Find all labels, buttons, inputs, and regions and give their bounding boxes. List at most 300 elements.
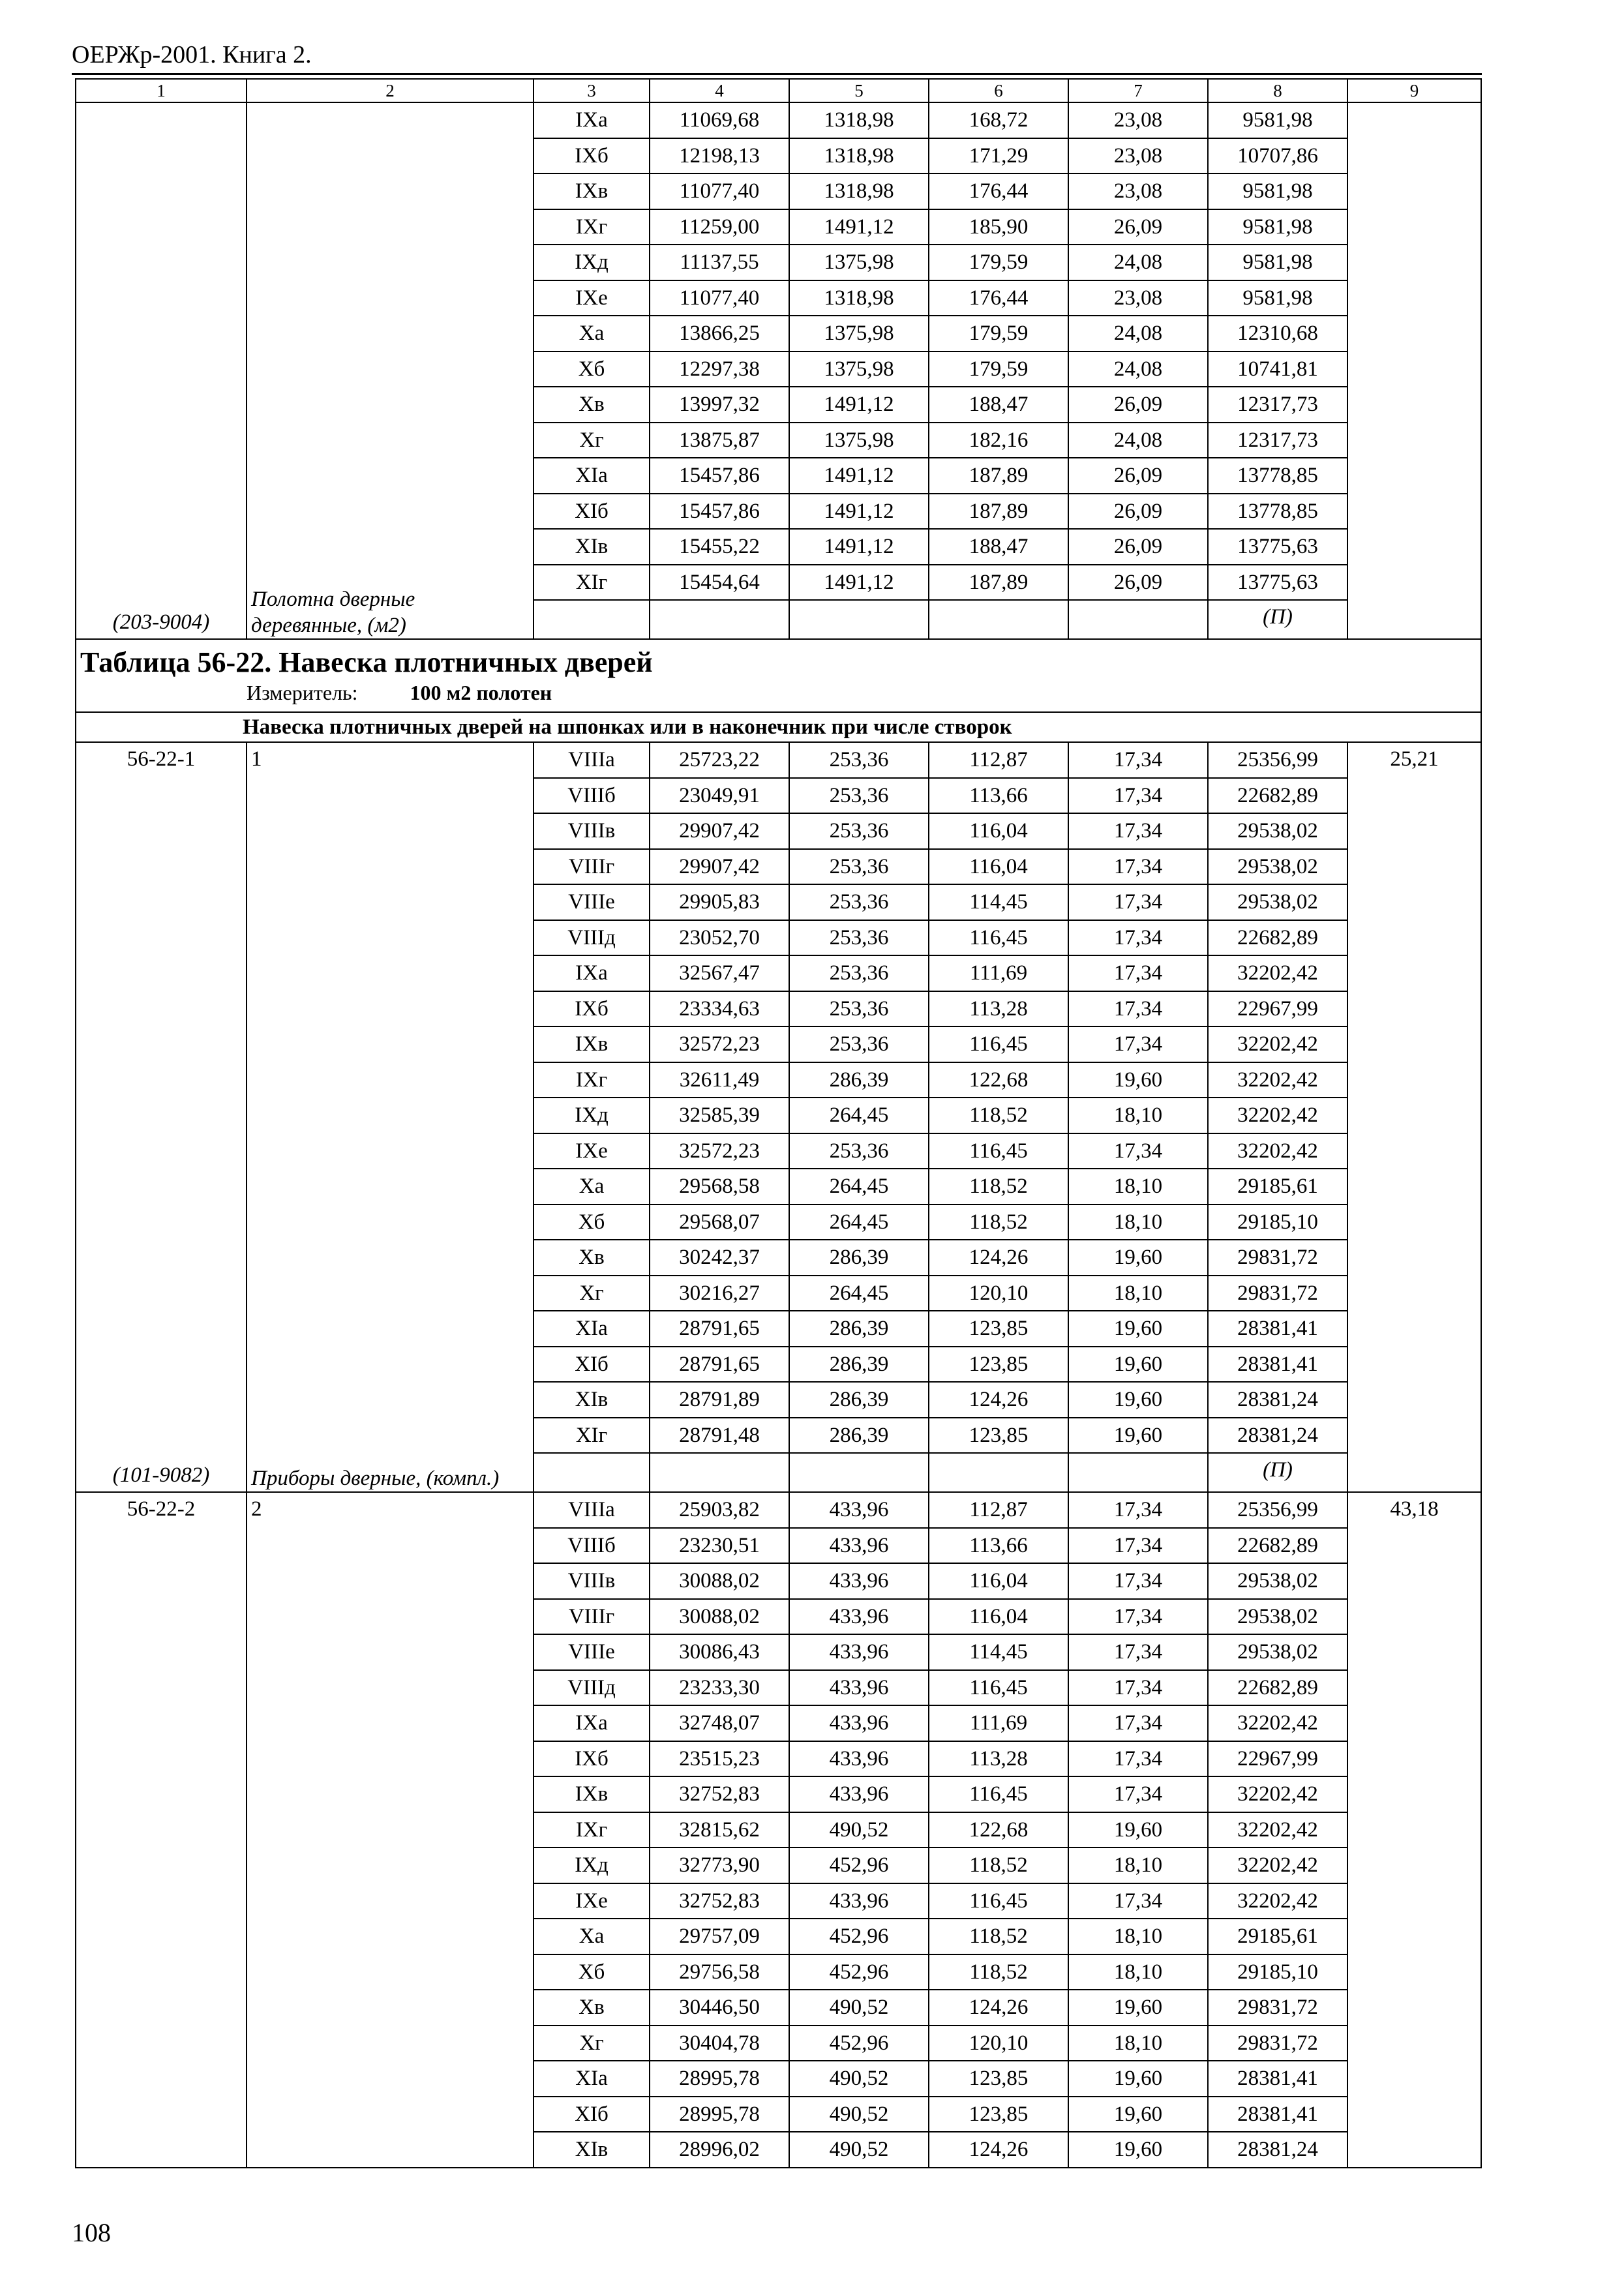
value-cell: 32202,42 (1208, 955, 1347, 991)
value-cell: Xа (534, 1169, 650, 1204)
value-cell: 11259,00 (650, 209, 789, 245)
value-cell: 12310,68 (1208, 316, 1347, 352)
value-cell: Xб (534, 1204, 650, 1240)
value-cell: 116,45 (929, 1133, 1068, 1169)
value-cell: IXе (534, 280, 650, 316)
value-cell: 253,36 (789, 920, 929, 956)
value-cell: Xа (534, 1919, 650, 1954)
empty-cell (650, 600, 789, 639)
value-cell: 30404,78 (650, 2026, 789, 2061)
empty-cell (789, 600, 929, 639)
value-cell: 22967,99 (1208, 1741, 1347, 1777)
value-cell: 433,96 (789, 1670, 929, 1706)
measure-value: 100 м2 полотен (410, 681, 552, 704)
value-cell: 17,34 (1068, 884, 1208, 920)
value-cell: 253,36 (789, 813, 929, 849)
value-cell: 32752,83 (650, 1776, 789, 1812)
value-cell: 1491,12 (789, 387, 929, 423)
value-cell: 29538,02 (1208, 1634, 1347, 1670)
value-cell: 25903,82 (650, 1492, 789, 1528)
value-cell: 171,29 (929, 138, 1068, 174)
value-cell: 32202,42 (1208, 1883, 1347, 1919)
value-cell: 12297,38 (650, 352, 789, 387)
value-cell: 25723,22 (650, 742, 789, 778)
value-cell: 433,96 (789, 1741, 929, 1777)
value-cell: 113,28 (929, 991, 1068, 1027)
column-number: 2 (247, 79, 534, 102)
value-cell: 23052,70 (650, 920, 789, 956)
value-cell: Xг (534, 1276, 650, 1311)
measure-label: Измеритель: (247, 681, 358, 704)
value-cell: 1375,98 (789, 352, 929, 387)
value-cell: 12317,73 (1208, 387, 1347, 423)
value-cell: 123,85 (929, 1347, 1068, 1383)
value-cell: 19,60 (1068, 2132, 1208, 2168)
value-cell: VIIIа (534, 1492, 650, 1528)
column-number: 3 (534, 79, 650, 102)
value-cell: XIа (534, 1311, 650, 1347)
value-cell: 118,52 (929, 1848, 1068, 1883)
value-cell: 26,09 (1068, 565, 1208, 601)
table-title-cell (76, 639, 1481, 712)
value-cell: 118,52 (929, 1098, 1068, 1133)
value-cell: 32815,62 (650, 1812, 789, 1848)
value-cell: 28381,24 (1208, 1418, 1347, 1454)
value-cell: 118,52 (929, 1954, 1068, 1990)
value-cell: 28381,41 (1208, 1347, 1347, 1383)
value-cell: IXе (534, 1133, 650, 1169)
value-cell: 13866,25 (650, 316, 789, 352)
value-cell: 116,45 (929, 920, 1068, 956)
empty-cell (929, 600, 1068, 639)
value-cell: 264,45 (789, 1204, 929, 1240)
table-title-row (76, 639, 1481, 712)
value-cell: 185,90 (929, 209, 1068, 245)
value-cell: 264,45 (789, 1276, 929, 1311)
value-cell: 28381,41 (1208, 2097, 1347, 2132)
price-table (75, 78, 1482, 2168)
value-cell: 182,16 (929, 423, 1068, 458)
value-cell: 116,04 (929, 849, 1068, 885)
value-cell: 29568,58 (650, 1169, 789, 1204)
subheading-row (76, 712, 1481, 742)
value-cell: 28381,41 (1208, 1311, 1347, 1347)
value-cell: 28791,89 (650, 1382, 789, 1418)
value-cell: 113,66 (929, 778, 1068, 814)
column-number: 9 (1347, 79, 1481, 102)
value-cell: IXг (534, 209, 650, 245)
value-cell: 24,08 (1068, 245, 1208, 280)
value-cell: IXг (534, 1062, 650, 1098)
value-cell: 11069,68 (650, 102, 789, 138)
value-cell: 114,45 (929, 884, 1068, 920)
value-cell: 253,36 (789, 778, 929, 814)
value-cell: IXб (534, 138, 650, 174)
value-cell: 1375,98 (789, 316, 929, 352)
value-cell: 286,39 (789, 1062, 929, 1098)
value-cell: 112,87 (929, 742, 1068, 778)
value-cell: 1491,12 (789, 209, 929, 245)
value-cell: 433,96 (789, 1563, 929, 1599)
value-cell: 17,34 (1068, 1883, 1208, 1919)
value-cell: 30446,50 (650, 1990, 789, 2026)
value-cell: 19,60 (1068, 1240, 1208, 1276)
value-cell: 17,34 (1068, 955, 1208, 991)
value-cell: 253,36 (789, 991, 929, 1027)
value-cell: VIIIв (534, 1563, 650, 1599)
value-cell: 22682,89 (1208, 778, 1347, 814)
value-cell: 122,68 (929, 1062, 1068, 1098)
value-cell: 15457,86 (650, 458, 789, 494)
value-cell: 23,08 (1068, 102, 1208, 138)
value-cell: 168,72 (929, 102, 1068, 138)
value-cell: 29538,02 (1208, 813, 1347, 849)
value-cell: 17,34 (1068, 991, 1208, 1027)
value-cell: 9581,98 (1208, 280, 1347, 316)
value-cell: 28791,65 (650, 1347, 789, 1383)
value-cell: IXв (534, 1026, 650, 1062)
value-cell: 1491,12 (789, 529, 929, 565)
material-code: (101-9082) (112, 1463, 210, 1487)
value-cell: 1491,12 (789, 494, 929, 530)
value-cell: 490,52 (789, 1990, 929, 2026)
value-cell: 111,69 (929, 955, 1068, 991)
value-cell: IXа (534, 102, 650, 138)
empty-cell (929, 1453, 1068, 1492)
value-cell: 11077,40 (650, 280, 789, 316)
value-cell: 10707,86 (1208, 138, 1347, 174)
value-cell: Xг (534, 2026, 650, 2061)
value-cell: 123,85 (929, 1418, 1068, 1454)
value-cell: 15454,64 (650, 565, 789, 601)
value-cell: 9581,98 (1208, 173, 1347, 209)
value-cell: 24,08 (1068, 352, 1208, 387)
value-cell: 179,59 (929, 316, 1068, 352)
value-cell: 17,34 (1068, 1741, 1208, 1777)
value-cell: 18,10 (1068, 1204, 1208, 1240)
value-cell: 264,45 (789, 1098, 929, 1133)
empty-cell (534, 600, 650, 639)
value-cell: 116,45 (929, 1776, 1068, 1812)
value-cell: 17,34 (1068, 1634, 1208, 1670)
value-cell: 13778,85 (1208, 458, 1347, 494)
value-cell: 19,60 (1068, 2097, 1208, 2132)
value-cell: 23,08 (1068, 173, 1208, 209)
value-cell: 17,34 (1068, 1670, 1208, 1706)
value-cell: 9581,98 (1208, 209, 1347, 245)
value-cell: 112,87 (929, 1492, 1068, 1528)
value-cell: 28995,78 (650, 2061, 789, 2097)
value-cell: 286,39 (789, 1240, 929, 1276)
value-cell: 26,09 (1068, 529, 1208, 565)
value-cell: 1318,98 (789, 173, 929, 209)
value-cell: 32752,83 (650, 1883, 789, 1919)
value-cell: 452,96 (789, 1848, 929, 1883)
value-cell: 286,39 (789, 1311, 929, 1347)
value-cell: VIIIд (534, 920, 650, 956)
value-cell: 26,09 (1068, 387, 1208, 423)
value-cell: 29538,02 (1208, 1563, 1347, 1599)
value-cell: 32202,42 (1208, 1026, 1347, 1062)
value-cell: 29538,02 (1208, 849, 1347, 885)
value-cell: 29185,61 (1208, 1919, 1347, 1954)
value-cell: 32202,42 (1208, 1776, 1347, 1812)
value-cell: 17,34 (1068, 1563, 1208, 1599)
value-cell: 22967,99 (1208, 991, 1347, 1027)
value-cell: 19,60 (1068, 1418, 1208, 1454)
value-cell: 264,45 (789, 1169, 929, 1204)
value-cell: 29831,72 (1208, 1240, 1347, 1276)
value-cell: 15455,22 (650, 529, 789, 565)
value-cell: 29907,42 (650, 849, 789, 885)
value-cell: 1318,98 (789, 280, 929, 316)
value-cell: IXд (534, 1848, 650, 1883)
subheading: Навеска плотничных дверей на шпонках или в наконечник при числе створок (76, 712, 1481, 742)
value-cell: 113,28 (929, 1741, 1068, 1777)
value-cell: 19,60 (1068, 1990, 1208, 2026)
value-cell: 22682,89 (1208, 1670, 1347, 1706)
value-cell: XIб (534, 1347, 650, 1383)
value-cell: Xг (534, 423, 650, 458)
value-cell: 17,34 (1068, 1133, 1208, 1169)
value-cell: 123,85 (929, 2061, 1068, 2097)
material-name: Полотна дверные деревянные, (м2) (251, 588, 415, 637)
value-cell: 17,34 (1068, 1705, 1208, 1741)
value-cell: 19,60 (1068, 2061, 1208, 2097)
value-cell: 17,34 (1068, 742, 1208, 778)
value-cell: XIб (534, 2097, 650, 2132)
value-cell: 29756,58 (650, 1954, 789, 1990)
value-cell: 32202,42 (1208, 1848, 1347, 1883)
value-cell: Xв (534, 387, 650, 423)
col9-cell: 25,21 (1347, 742, 1481, 1492)
value-cell: Xв (534, 1240, 650, 1276)
value-cell: 176,44 (929, 280, 1068, 316)
value-cell: IXв (534, 1776, 650, 1812)
column-header-row (76, 79, 1481, 102)
value-cell: 30088,02 (650, 1599, 789, 1635)
value-cell: 116,45 (929, 1883, 1068, 1919)
value-cell: Xв (534, 1990, 650, 2026)
value-cell: 29757,09 (650, 1919, 789, 1954)
value-cell: 23334,63 (650, 991, 789, 1027)
value-cell: VIIIв (534, 813, 650, 849)
value-cell: VIIIе (534, 1634, 650, 1670)
value-cell: 32611,49 (650, 1062, 789, 1098)
empty-cell (1068, 600, 1208, 639)
value-cell: 113,66 (929, 1528, 1068, 1564)
table-row (76, 102, 1481, 138)
empty-cell (1068, 1453, 1208, 1492)
code-cell (76, 102, 247, 639)
value-cell: 29568,07 (650, 1204, 789, 1240)
empty-cell (534, 1453, 650, 1492)
value-cell: 118,52 (929, 1204, 1068, 1240)
value-cell: 17,34 (1068, 920, 1208, 956)
value-cell: VIIIд (534, 1670, 650, 1706)
value-cell: 433,96 (789, 1492, 929, 1528)
value-cell: 187,89 (929, 565, 1068, 601)
value-cell: IXг (534, 1812, 650, 1848)
page-number: 108 (72, 2218, 111, 2247)
value-cell: 23515,23 (650, 1741, 789, 1777)
value-cell: 18,10 (1068, 1919, 1208, 1954)
value-cell: XIг (534, 1418, 650, 1454)
value-cell: IXе (534, 1883, 650, 1919)
value-cell: 30216,27 (650, 1276, 789, 1311)
value-cell: 116,45 (929, 1670, 1068, 1706)
value-cell: 12317,73 (1208, 423, 1347, 458)
value-cell: 17,34 (1068, 1528, 1208, 1564)
value-cell: 452,96 (789, 2026, 929, 2061)
value-cell: 25356,99 (1208, 742, 1347, 778)
value-cell: 32202,42 (1208, 1133, 1347, 1169)
table-title: Таблица 56-22. Навеска плотничных дверей (80, 646, 653, 678)
value-cell: 22682,89 (1208, 1528, 1347, 1564)
value-cell: 433,96 (789, 1776, 929, 1812)
value-cell: IXа (534, 1705, 650, 1741)
value-cell: 32567,47 (650, 955, 789, 991)
value-cell: 452,96 (789, 1919, 929, 1954)
measure-line (80, 680, 1477, 706)
value-cell: 30088,02 (650, 1563, 789, 1599)
value-cell: 17,34 (1068, 849, 1208, 885)
value-cell: 187,89 (929, 494, 1068, 530)
value-cell: 29185,10 (1208, 1204, 1347, 1240)
value-cell: 12198,13 (650, 138, 789, 174)
value-cell: 30086,43 (650, 1634, 789, 1670)
value-cell: VIIIб (534, 1528, 650, 1564)
value-cell: 122,68 (929, 1812, 1068, 1848)
value-cell: 490,52 (789, 2097, 929, 2132)
value-cell: IXб (534, 1741, 650, 1777)
value-cell: 253,36 (789, 884, 929, 920)
value-cell: 18,10 (1068, 1848, 1208, 1883)
value-cell: 18,10 (1068, 1954, 1208, 1990)
table-row (76, 742, 1481, 778)
value-cell: XIа (534, 2061, 650, 2097)
value-cell: 433,96 (789, 1634, 929, 1670)
value-cell: 23,08 (1068, 280, 1208, 316)
value-cell: Xб (534, 1954, 650, 1990)
param-cell (247, 102, 534, 639)
value-cell: 187,89 (929, 458, 1068, 494)
value-cell: 32202,42 (1208, 1705, 1347, 1741)
value-cell: 23049,91 (650, 778, 789, 814)
value-cell: 111,69 (929, 1705, 1068, 1741)
code-cell (76, 742, 247, 1492)
empty-cell (650, 1453, 789, 1492)
value-cell: 17,34 (1068, 813, 1208, 849)
value-cell: 179,59 (929, 245, 1068, 280)
value-cell: 286,39 (789, 1347, 929, 1383)
value-cell: 29538,02 (1208, 884, 1347, 920)
value-cell: 253,36 (789, 849, 929, 885)
value-cell: 18,10 (1068, 2026, 1208, 2061)
value-cell: VIIIб (534, 778, 650, 814)
value-cell: 15457,86 (650, 494, 789, 530)
value-cell: VIIIг (534, 849, 650, 885)
value-cell: VIIIг (534, 1599, 650, 1635)
value-cell: 26,09 (1068, 494, 1208, 530)
value-cell: 116,04 (929, 1599, 1068, 1635)
value-cell: 17,34 (1068, 1026, 1208, 1062)
value-cell: 29831,72 (1208, 1990, 1347, 2026)
value-cell: IXд (534, 1098, 650, 1133)
value-cell: 120,10 (929, 1276, 1068, 1311)
value-cell: XIа (534, 458, 650, 494)
value-cell: 176,44 (929, 173, 1068, 209)
value-cell: IXв (534, 173, 650, 209)
value-cell: 13875,87 (650, 423, 789, 458)
value-cell: 29907,42 (650, 813, 789, 849)
value-cell: 29831,72 (1208, 1276, 1347, 1311)
value-cell: 17,34 (1068, 1492, 1208, 1528)
value-cell: 433,96 (789, 1883, 929, 1919)
param-cell: 2 (247, 1492, 534, 2168)
value-cell: XIв (534, 529, 650, 565)
value-cell: 28996,02 (650, 2132, 789, 2168)
value-cell: 28381,41 (1208, 2061, 1347, 2097)
value-cell: VIIIа (534, 742, 650, 778)
value-cell: 1491,12 (789, 458, 929, 494)
column-number: 6 (929, 79, 1068, 102)
value-cell: IXд (534, 245, 650, 280)
value-cell: 13997,32 (650, 387, 789, 423)
value-cell: 32572,23 (650, 1133, 789, 1169)
value-cell: 26,09 (1068, 458, 1208, 494)
value-cell: 18,10 (1068, 1098, 1208, 1133)
value-cell: 286,39 (789, 1418, 929, 1454)
value-cell: 26,09 (1068, 209, 1208, 245)
value-cell: IXа (534, 955, 650, 991)
value-cell: 118,52 (929, 1169, 1068, 1204)
value-cell: 120,10 (929, 2026, 1068, 2061)
value-cell: 433,96 (789, 1599, 929, 1635)
value-cell: 179,59 (929, 352, 1068, 387)
value-cell: 17,34 (1068, 1599, 1208, 1635)
value-cell: 28995,78 (650, 2097, 789, 2132)
material-mark: (П) (1208, 600, 1347, 639)
value-cell: 29905,83 (650, 884, 789, 920)
column-number: 1 (76, 79, 247, 102)
value-cell: VIIIе (534, 884, 650, 920)
value-cell: 13775,63 (1208, 565, 1347, 601)
value-cell: 17,34 (1068, 1776, 1208, 1812)
material-code: (203-9004) (112, 610, 210, 634)
value-cell: 11137,55 (650, 245, 789, 280)
value-cell: 433,96 (789, 1528, 929, 1564)
value-cell: XIг (534, 565, 650, 601)
block-code: 56-22-1 (127, 747, 196, 771)
column-number: 7 (1068, 79, 1208, 102)
value-cell: 23233,30 (650, 1670, 789, 1706)
table-body (76, 79, 1481, 2168)
value-cell: 114,45 (929, 1634, 1068, 1670)
value-cell: 32585,39 (650, 1098, 789, 1133)
value-cell: 1318,98 (789, 138, 929, 174)
value-cell: 24,08 (1068, 316, 1208, 352)
code-cell: 56-22-2 (76, 1492, 247, 2168)
value-cell: 124,26 (929, 1382, 1068, 1418)
value-cell: 123,85 (929, 1311, 1068, 1347)
col9-cell (1347, 102, 1481, 639)
value-cell: 253,36 (789, 955, 929, 991)
value-cell: 17,34 (1068, 778, 1208, 814)
value-cell: 10741,81 (1208, 352, 1347, 387)
value-cell: 25356,99 (1208, 1492, 1347, 1528)
value-cell: 123,85 (929, 2097, 1068, 2132)
